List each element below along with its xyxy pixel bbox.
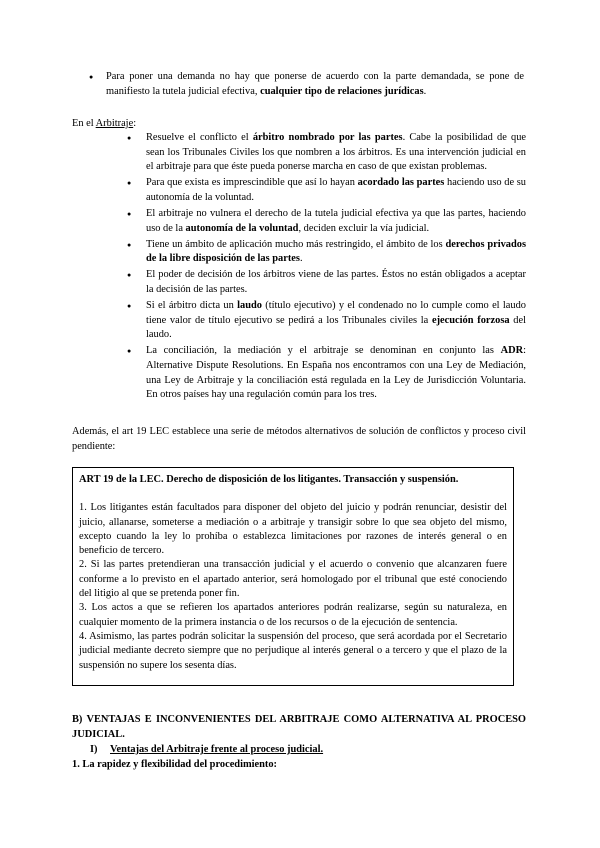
bold-text: cualquier tipo de relaciones jurídicas xyxy=(260,85,424,97)
lec-intro-paragraph: Además, el art 19 LEC establece una serie de métodos alternativos de solución de conflictos y proceso civil pendiente: xyxy=(72,426,526,452)
article-paragraph: 2. Si las partes pretendieran una transacción judicial y el acuerdo o convenio que alcanzaren fuere conforme a lo previsto en el apartado anterior, será homologado por el tribunal que esté conociendo del litigio al que se pretenda poner fin. xyxy=(79,559,507,600)
section-heading: B) VENTAJAS E INCONVENIENTES DEL ARBITRAJE COMO ALTERNATIVA AL PROCESO JUDICIAL. xyxy=(72,714,526,740)
arbitraje-intro: En el Arbitraje: xyxy=(72,118,137,129)
list-item: ● Si el árbitro dicta un laudo (título ejecutivo) y el condenado no lo cumple como el laudo tiene valor de título ejecutivo se pedirá a los Tribunales civiles la ejecución forzosa del laudo. xyxy=(146,299,526,343)
article-box xyxy=(72,467,514,686)
subsection-heading: I) Ventajas del Arbitraje frente al proceso judicial. xyxy=(90,744,324,755)
list-item: ● Resuelve el conflicto el árbitro nombrado por las partes. Cabe la posibilidad de que sean los Tribunales Civiles los que nombren a los árbitros. Es una intervención judicial en el arbitraje para que éste pueda ponerse marcha en caso de que existan problemas. xyxy=(146,131,526,175)
list-item: ● Tiene un ámbito de aplicación mucho más restringido, el ámbito de los derechos privados de la libre disposición de las partes. xyxy=(146,238,526,267)
article-paragraph: 4. Asimismo, las partes podrán solicitar la suspensión del proceso, que será acordada por el Secretario judicial mediante decreto siempre que no perjudique al interés general o a tercero y que el plazo de la suspensión no supere los sesenta días. xyxy=(79,630,507,671)
list-item: ● Para que exista es imprescindible que así lo hayan acordado las partes haciendo uso de su autonomía de la voluntad. xyxy=(146,176,526,205)
article-paragraph: 3. Los actos a que se refieren los apartados anteriores podrán realizarse, según su naturaleza, en cualquier momento de la primera instancia o de los recursos o de la ejecución de sentencia. xyxy=(79,602,507,628)
arbitraje-heading: Arbitraje xyxy=(95,118,134,129)
article-paragraph: 1. Los litigantes están facultados para disponer del objeto del juicio y podrán renunciar, desistir del juicio, allanarse, someterse a mediación o a arbitraje y transigir sobre lo que sea objeto del mismo, excepto cuando la ley lo prohíba o establezca limitaciones por razones de interés general o en beneficio de tercero. xyxy=(79,502,507,557)
list-item: ● La conciliación, la mediación y el arbitraje se denominan en conjunto las ADR: Alternative Dispute Resolutions. En España nos encontramos con una Ley de Mediación, una Ley de Arbitraje y la conciliación está regulada en la Ley de Jurisdicción Voluntaria. En otros países hay una regulación común para los tres. xyxy=(146,344,526,402)
article-title: ART 19 de la LEC. Derecho de disposición de los litigantes. Transacción y suspensión. xyxy=(79,474,459,485)
arbitraje-bullet-list xyxy=(146,131,526,404)
point-heading: 1. La rapidez y flexibilidad del procedimiento: xyxy=(72,759,278,770)
list-item: ● El poder de decisión de los árbitros viene de las partes. Éstos no están obligados a aceptar la decisión de las partes. xyxy=(146,268,526,297)
list-item: ● Para poner una demanda no hay que ponerse de acuerdo con la parte demandada, se pone de manifiesto la tutela judicial efectiva, cualquier tipo de relaciones jurídicas. xyxy=(106,70,524,99)
list-item: ● El arbitraje no vulnera el derecho de la tutela judicial efectiva ya que las partes, haciendo uso de la autonomía de la voluntad, deciden excluir la vía judicial. xyxy=(146,207,526,236)
top-bullet-list xyxy=(106,70,524,99)
